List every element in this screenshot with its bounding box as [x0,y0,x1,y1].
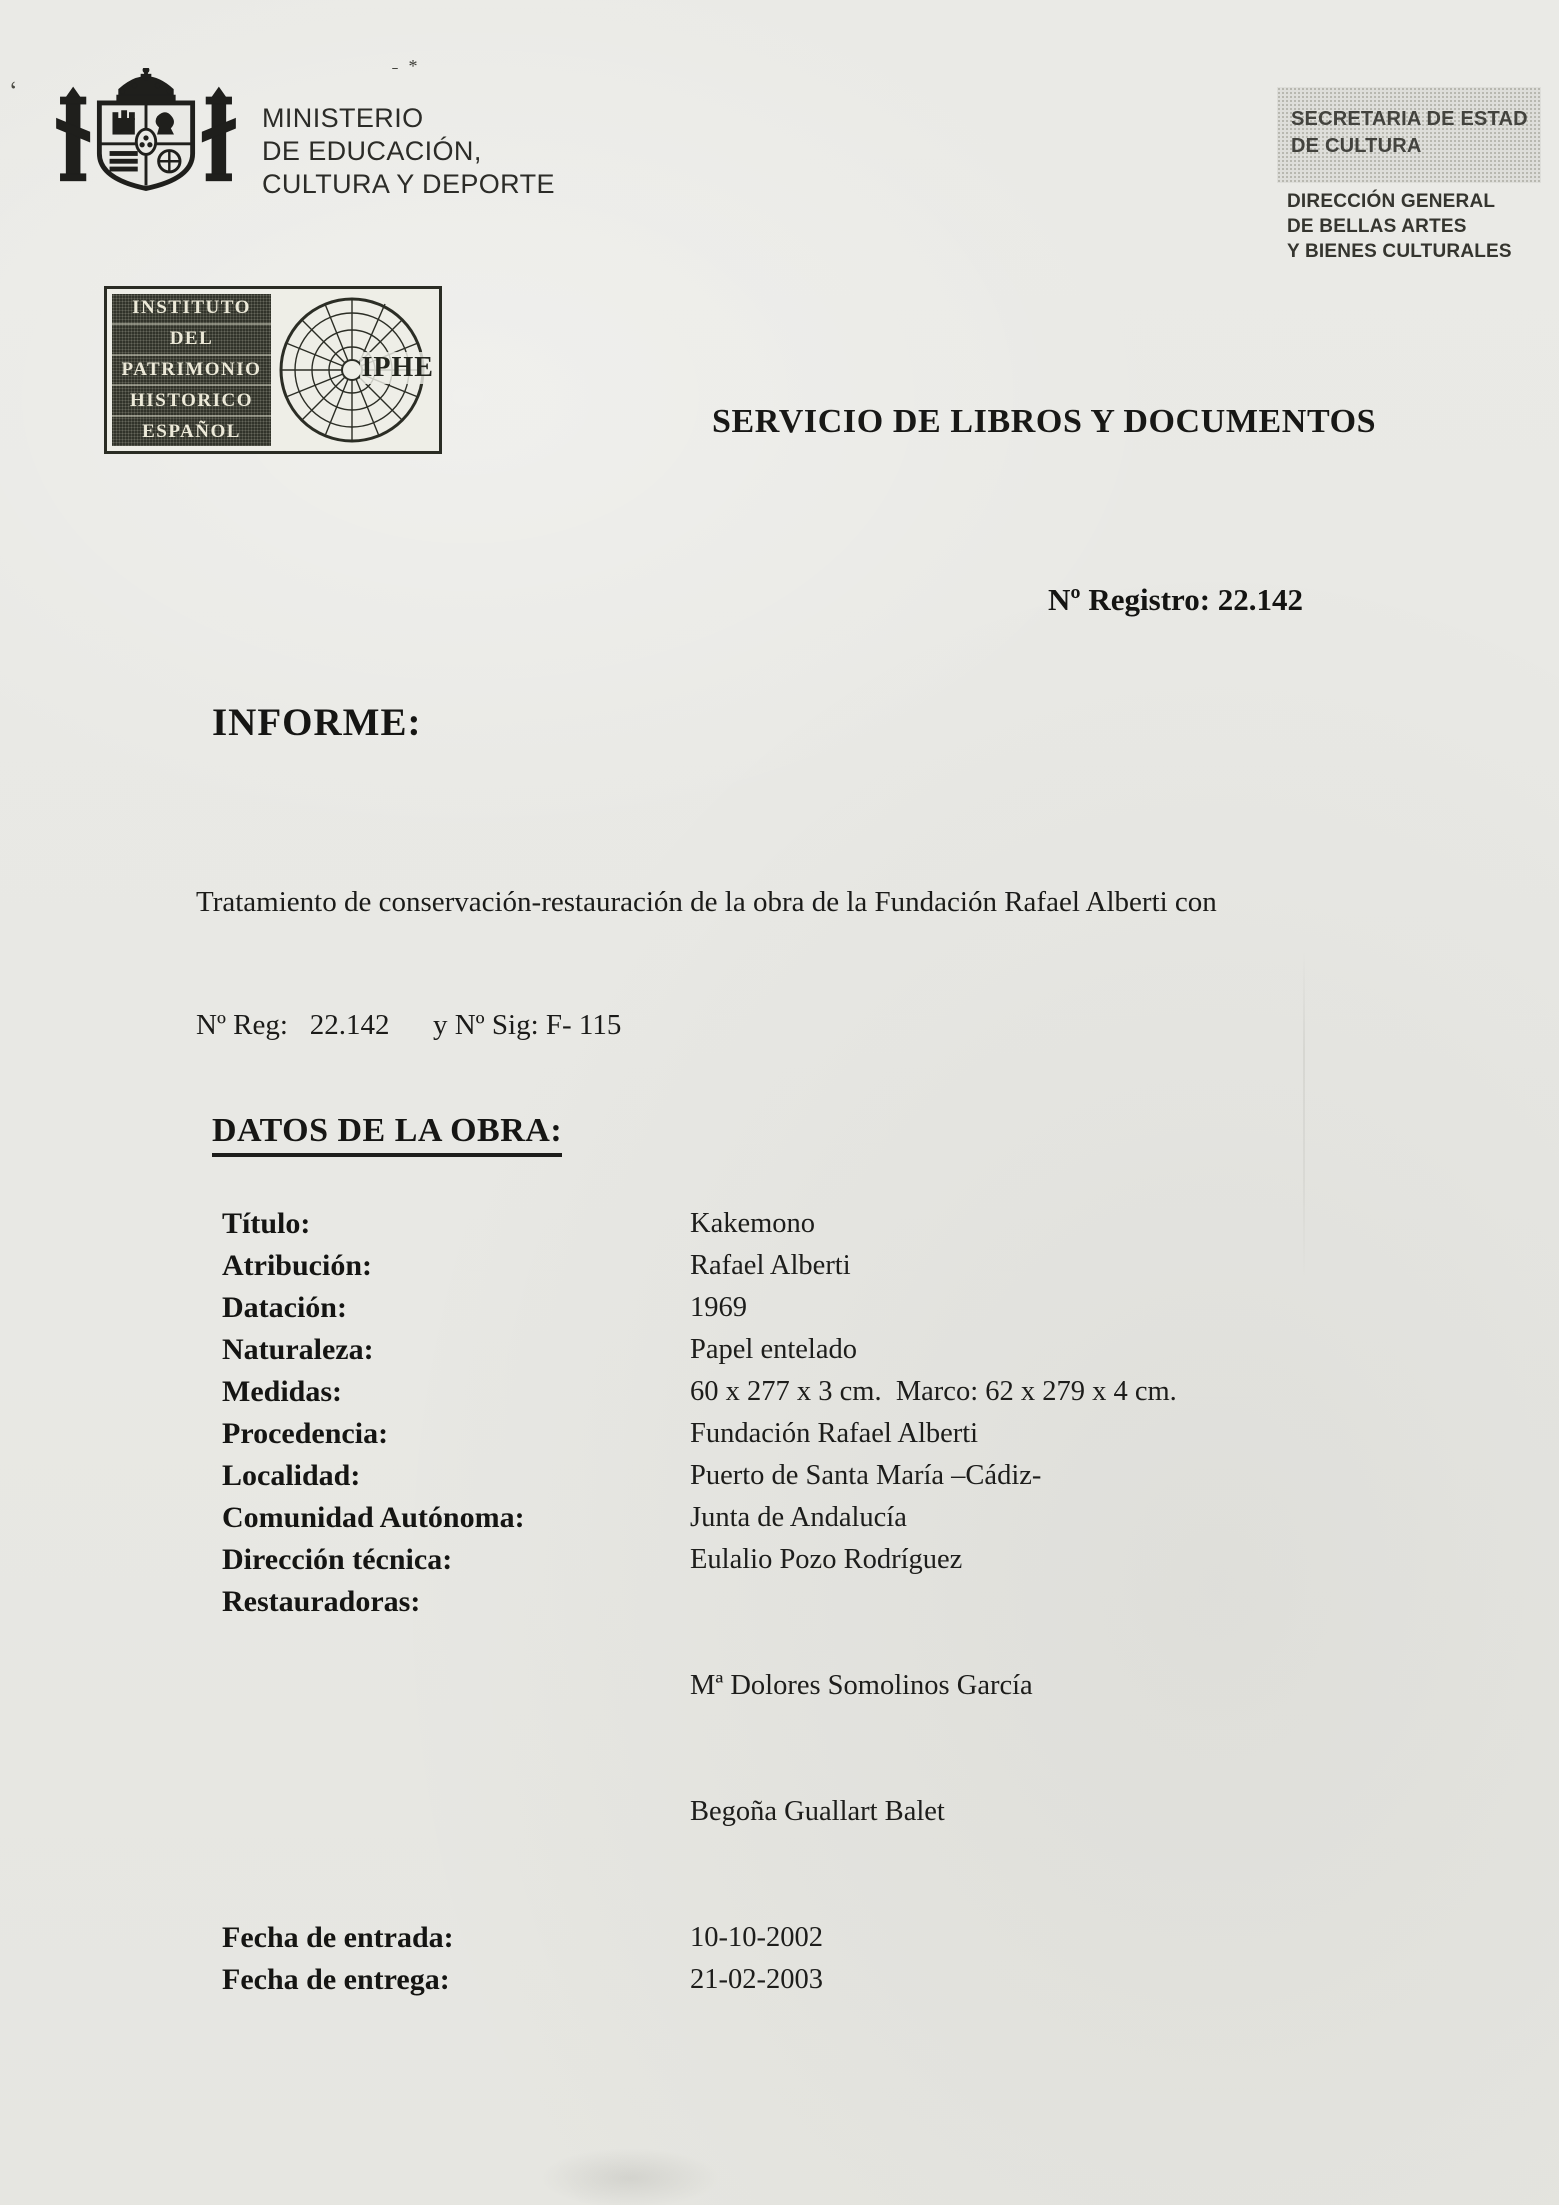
field-label: Procedencia: [222,1417,389,1450]
scan-artifact-corner-mark: ʻ [6,75,22,106]
informe-body [196,800,1456,1128]
field-value: 10-10-2002 [690,1922,823,1953]
secretaria-de-estado-box [1277,87,1541,183]
ministry-wordmark [262,102,555,201]
datos-de-la-obra-heading: DATOS DE LA OBRA: [212,1112,562,1157]
registro-value: 22.142 [1217,582,1304,617]
field-value: Rafael Alberti [690,1250,851,1281]
service-title: SERVICIO DE LIBROS Y DOCUMENTOS [712,403,1377,440]
field-value-line: Mª Dolores Somolinos García [690,1670,1033,1701]
iphe-rosette-panel [276,294,434,446]
field-value: Fundación Rafael Alberti [690,1418,979,1449]
field-label: Restauradoras: [222,1585,421,1618]
field-value [690,1581,1033,1917]
field-row-titulo [222,1203,1402,1245]
spain-coat-of-arms-icon [48,68,244,204]
field-value: Papel entelado [690,1334,857,1365]
field-value-line: Begoña Guallart Balet [690,1796,945,1827]
iphe-logo-line: INSTITUTO [112,294,271,325]
field-value: 21-02-2003 [690,1964,823,1995]
secretaria-line: SECRETARIA DE ESTAD [1291,108,1528,130]
informe-body-line: Tratamiento de conservación-restauración de la obra de la Fundación Rafael Alberti con [196,886,1217,918]
iphe-logo-line: DEL [112,325,271,356]
field-label: Atribución: [222,1249,372,1282]
field-value: Puerto de Santa María –Cádiz- [690,1460,1042,1491]
field-value: 1969 [690,1292,747,1323]
field-value: Junta de Andalucía [690,1502,907,1533]
field-row-comunidad [222,1497,1402,1539]
field-row-fecha-entrega [222,1959,1402,2001]
field-row-localidad [222,1455,1402,1497]
informe-body-line: Nº Reg: 22.142 y Nº Sig: F- 115 [196,1009,622,1041]
field-label: Dirección técnica: [222,1543,453,1576]
field-row-medidas [222,1371,1402,1413]
field-label: Comunidad Autónoma: [222,1501,525,1534]
field-row-atribucion [222,1245,1402,1287]
field-row-direccion-tecnica [222,1539,1402,1581]
field-value: 60 x 277 x 3 cm. Marco: 62 x 279 x 4 cm. [690,1376,1177,1407]
field-label: Título: [222,1207,311,1240]
iphe-logo-line: ESPAÑOL [142,420,241,442]
field-label: Datación: [222,1291,347,1324]
iphe-logo-text-panel [112,294,271,446]
field-row-fecha-entrada [222,1917,1402,1959]
ministry-line: CULTURA Y DEPORTE [262,169,555,199]
field-label: Fecha de entrada: [222,1921,454,1954]
datos-field-list [222,1203,1402,2001]
registro-label: Nº Registro: [1048,582,1211,617]
direccion-general-block [1287,189,1512,264]
field-row-datacion [222,1287,1402,1329]
iphe-logo-line: PATRIMONIO [112,356,271,387]
field-row-restauradoras [222,1581,1402,1917]
direccion-line: DE BELLAS ARTES [1287,216,1467,237]
iphe-logo [104,286,442,454]
ministry-line: DE EDUCACIÓN, [262,136,482,166]
field-label: Localidad: [222,1459,361,1492]
field-row-naturaleza [222,1329,1402,1371]
direccion-line: DIRECCIÓN GENERAL [1287,191,1496,212]
field-value: Eulalio Pozo Rodríguez [690,1544,963,1575]
field-label: Naturaleza: [222,1333,374,1366]
field-value: Kakemono [690,1208,816,1239]
direccion-line: Y BIENES CULTURALES [1287,241,1512,262]
scan-artifact-top-mark: ˗ * [392,56,421,76]
field-label: Fecha de entrega: [222,1963,450,1996]
registro-number-line [1048,582,1303,618]
field-label: Medidas: [222,1375,342,1408]
informe-heading: INFORME: [212,701,422,744]
iphe-logo-line: HISTORICO [112,386,271,417]
iphe-acronym-label: IPHE [361,352,434,383]
ministry-line: MINISTERIO [262,103,424,133]
secretaria-line: DE CULTURA [1291,135,1422,157]
scan-artifact-smudge [540,2148,720,2205]
field-row-procedencia [222,1413,1402,1455]
